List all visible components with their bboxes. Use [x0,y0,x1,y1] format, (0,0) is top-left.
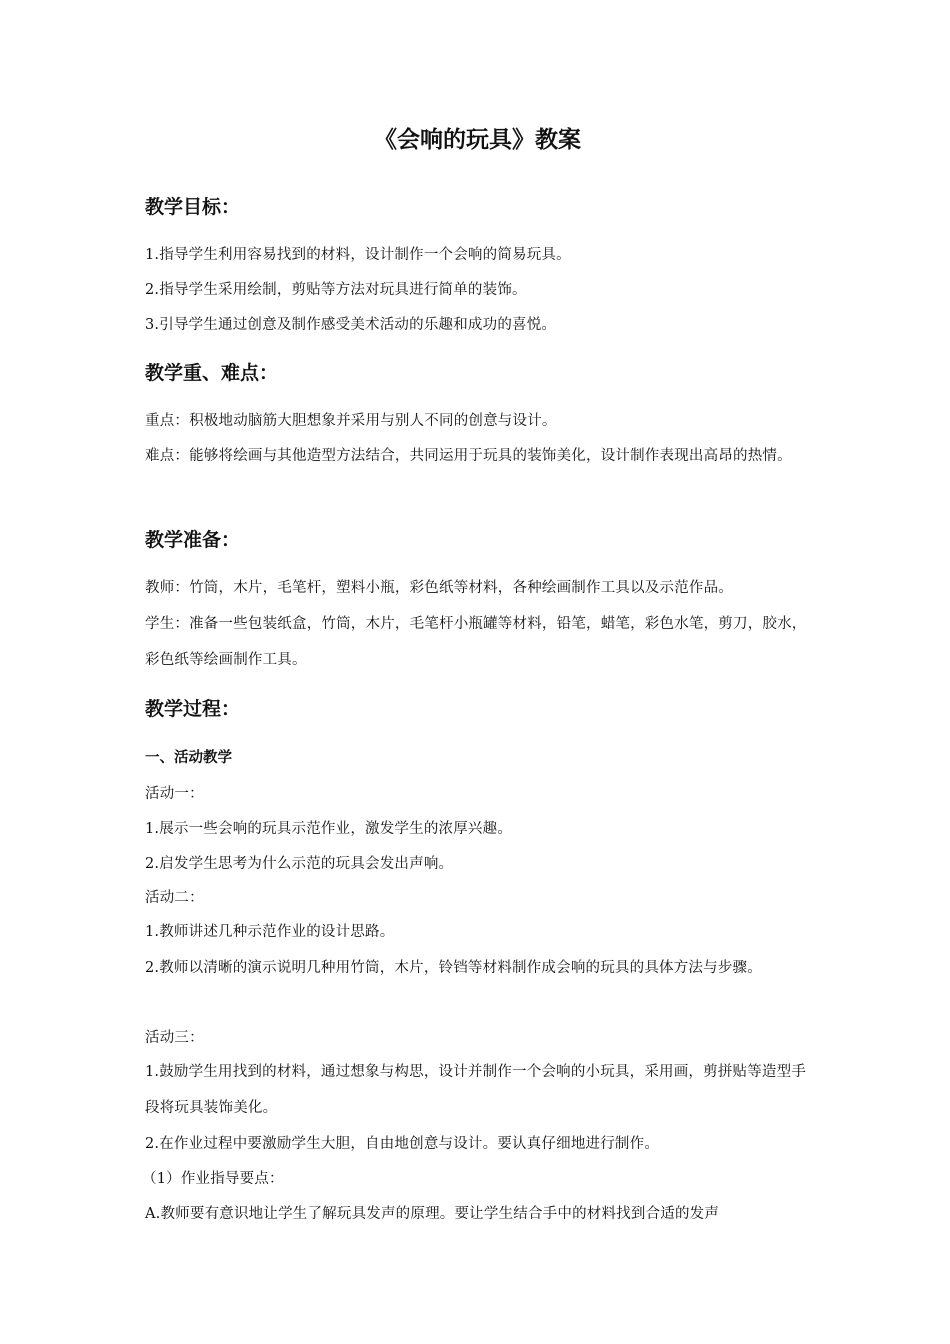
goal-item-3: 3.引导学生通过创意及制作感受美术活动的乐趣和成功的喜悦。 [145,317,557,333]
activity-one-item-2: 2.启发学生思考为什么示范的玩具会发出声响。 [145,856,454,872]
key-point-difficulty: 难点：能够将绘画与其他造型方法结合，共同运用于玩具的装饰美化，设计制作表现出高昂的热情。 [145,448,792,464]
activity-one-label: 活动一： [145,786,204,802]
activity-two-item-2: 2.教师以清晰的演示说明几种用竹筒，木片，铃铛等材料制作成会响的玩具的具体方法与步骤。 [145,960,762,976]
activity-two-label: 活动二： [145,890,204,906]
key-points-heading: 教学重、难点： [145,362,279,384]
preparation-teacher: 教师：竹筒，木片，毛笔杆，塑料小瓶，彩色纸等材料，各种绘画制作工具以及示范作品。 [145,580,733,596]
guidance-a: A.教师要有意识地让学生了解玩具发声的原理。要让学生结合手中的材料找到合适的发声 [145,1206,720,1222]
document-title: 《会响的玩具》教案 [374,127,581,153]
section-one-heading: 一、活动教学 [145,750,232,766]
goals-heading: 教学目标： [145,196,241,218]
preparation-heading: 教学准备： [145,529,241,551]
activity-three-item-1: 1.鼓励学生用找到的材料，通过想象与构思，设计并制作一个会响的小玩具，采用画，剪拼贴等造型手段将玩具装饰美化。 [145,1064,807,1116]
activity-two-item-1: 1.教师讲述几种示范作业的设计思路。 [145,924,395,940]
guidance-label: （1）作业指导要点： [142,1171,284,1187]
key-point-focus: 重点：积极地动脑筋大胆想象并采用与别人不同的创意与设计。 [145,413,557,429]
activity-three-label: 活动三： [145,1030,204,1046]
goal-item-1: 1.指导学生利用容易找到的材料，设计制作一个会响的简易玩具。 [145,247,571,263]
activity-three-item-2: 2.在作业过程中要激励学生大胆，自由地创意与设计。要认真仔细地进行制作。 [145,1136,660,1152]
process-heading: 教学过程： [145,698,241,720]
goal-item-2: 2.指导学生采用绘制，剪贴等方法对玩具进行简单的装饰。 [145,282,527,298]
preparation-student: 学生：准备一些包装纸盒，竹筒，木片，毛笔杆小瓶罐等材料，铅笔，蜡笔，彩色水笔，剪刀，胶水，彩色纸等绘画制作工具。 [145,616,807,668]
activity-one-item-1: 1.展示一些会响的玩具示范作业，激发学生的浓厚兴趣。 [145,821,513,837]
